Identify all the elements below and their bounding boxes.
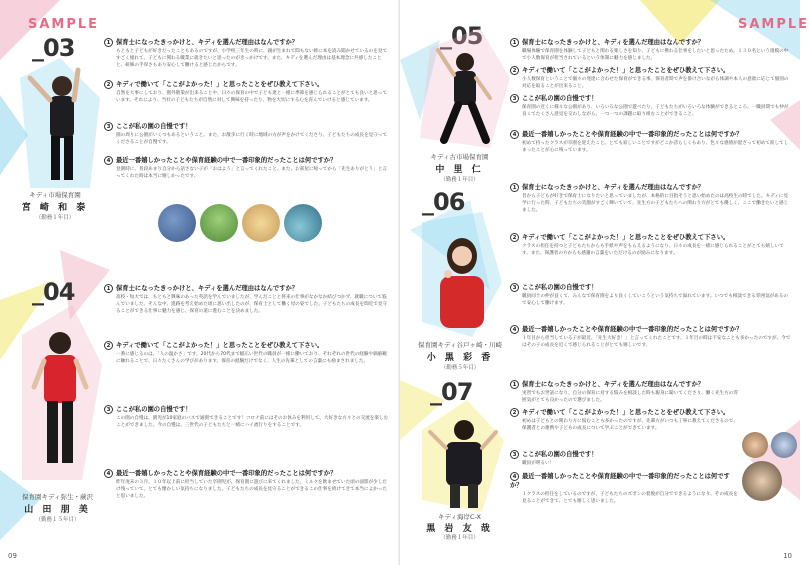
page-number: 09 <box>8 552 17 560</box>
question: 2 キディで働いて「ここがよかった！」と思ったことをぜひ教えて下さい。 <box>510 66 792 75</box>
sample-label: SAMPLE <box>738 17 809 32</box>
question: 1 保育士になったきっかけと、キディを選んだ理由はなんですか？ <box>104 38 390 47</box>
answer: 職場体験で保育園を体験して子どもと関わる楽しさを知り、子どもに携わる仕事をしたいと思ったため。１３０名という規模の中で小人数保育が担当されているという体制に魅力を感じました。 <box>522 49 789 62</box>
staff-role: キディ海岸C-X <box>438 513 481 521</box>
answer: クラスの担任を持つと子どもたちからも手紙や声をもらえるようになり、日々の成長を一緒に感じられることがとても嬉しいです。また、保護者の方からも感謝の言葉をいただけるのが励みになります。 <box>522 244 784 257</box>
qa-block <box>510 183 792 375</box>
answer: 職員同士の仲が良くて、みんなで保育園をより良くしていこうという気持ちで溢れています。いつでも相談できる雰囲気があるので安心して働けます。 <box>522 294 788 307</box>
activity-photo <box>200 204 238 242</box>
staff-years: （勤務５年目） <box>440 365 480 371</box>
staff-years: （勤務１５年目） <box>35 517 80 523</box>
answer: もともと子どもが好きだったこともあるのですが、小学校三年生の時に、親が生まれて間もない姉に本を読み聞かせているのを見てすごく憧れて、子どもに関わる職業に就きたいと思ったのがきっかけです。また、キディを選んだ理由は基本理念に共感したことと、研修の手厚さもあり安心して働けると感じたからです。 <box>116 49 388 69</box>
answer: 初めて持ったクラスが卒園を迎えたこと。とても寂しいことですがどこか誇らしくもあり、色々な感情が混ざって初めて涙してしまったことが心に残っています。 <box>522 141 789 154</box>
question: 2 キディで働いて「ここがよかった！」と思ったことをぜひ教えて下さい。 <box>510 408 742 417</box>
staff-name: 小 黒 彩 香 <box>426 353 494 363</box>
staff-photo <box>20 58 100 188</box>
question: 2 キディで働いて「ここがよかった！」と思ったことをぜひ教えて下さい。 <box>104 341 390 350</box>
question: 3 ここが私の園の自慢です！ <box>104 405 390 414</box>
activity-photo <box>742 461 782 501</box>
qa-block <box>510 38 792 176</box>
staff-years: （勤務１年目） <box>440 535 479 541</box>
profile-number: _05 <box>440 22 483 50</box>
staff-role: 保育園キディ谷戸ヶ崎・川崎 <box>418 341 502 349</box>
activity-photo <box>242 204 280 242</box>
question: 4 最近一番嬉しかったことや保育経験の中で一番印象的だったことは何ですか？ <box>104 469 390 478</box>
staff-name: 黒 岩 友 哉 <box>426 524 493 534</box>
qa-block <box>104 38 390 202</box>
question: 3 ここが私の園の自慢です！ <box>104 122 390 131</box>
staff-photo <box>22 305 102 480</box>
activity-photo <box>284 204 322 242</box>
answer: 昨年度末の３月、１０年以上前に担当していた卒園児が、保育園に遊びに来てくれました。ミルクを飲ませていた頃の面影が少しだけ残っていて、とても懐かしい気持ちになりました。子どもたちの成長を見守ることができるこの仕事を続けてきて本当によかったと思いました。 <box>116 480 387 500</box>
answer: 自然を大事にしており、園外散策が出来ることや、日々の保育の中で子ども達と一緒に季節を感じられることがとても良いと思っています。それにより、当社の子どもたちが自然に対して興味を持ったり、物を大切にする心を育んでいけると感じています。 <box>116 91 387 104</box>
activity-photo <box>742 432 768 458</box>
question: 4 最近一番嬉しかったことや保育経験の中で一番印象的だったことは何ですか？ <box>510 473 730 489</box>
activity-photo <box>158 204 196 242</box>
staff-years: （勤務１年目） <box>440 177 479 183</box>
question: 1 保育士になったきっかけと、キディを選んだ理由はなんですか？ <box>104 284 390 293</box>
question: 2 キディで働いて「ここがよかった！」と思ったことをぜひ教えて下さい。 <box>104 80 390 89</box>
left-page <box>0 0 400 565</box>
page-number: 10 <box>783 552 792 560</box>
staff-years: （勤務１年目） <box>35 215 75 221</box>
question: 3 ここが私の園の自慢です！ <box>510 283 792 292</box>
answer: 実習でもお世話になり、自分の保育に対する悩みを相談した時も親身に聞いてくださり、働く先生方の雰囲気がとても良かったので選びました。 <box>522 391 738 404</box>
answer: この園の自慢は、園児が10家庭のバスで通園できることです！コロナ前にはそのお休みを利用して、大好きな方々との交流を楽しむことができました。今の自慢は、三世代の子どもたちと一緒にハイ流行りをすることです。 <box>116 416 389 429</box>
question: 4 最近一番嬉しかったことや保育経験の中で一番印象的だったことは何ですか？ <box>510 130 792 139</box>
question: 3 ここが私の園の自慢です！ <box>510 94 792 103</box>
question: 2 キディで働いて「ここがよかった！」と思ったことをぜひ教えて下さい。 <box>510 233 792 242</box>
photo-circles <box>742 432 797 501</box>
answer: 職員が明るい！ <box>522 461 555 466</box>
staff-name: 山 田 朋 美 <box>24 505 91 515</box>
answer: 園の周りに公園がいくつもあるということ。また、お散歩に行く時に地域の方が声をかけてくださり、子どもたちの成長を見守ってくださることが自慢です。 <box>116 133 388 146</box>
staff-photo <box>422 400 504 512</box>
answer: 登園時に、普段あまり自分から話さない子が「おはよう」と言ってくれたこと。また、お部屋に帰ってから「先生ありがとう」と言ってくれた時は本当に嬉しかったです。 <box>116 167 388 180</box>
answer: 一番に感じるのは、「人の温かさ」です。20代から70代まで幅広い世代の職員が一緒に働いており、それぞれの世代の経験や価値観に触れることで、日々たくさんの学びがあります。保育の経験だけでなく、人生の先輩としての言葉にも励まされました。 <box>116 352 387 365</box>
photo-circles <box>158 204 322 242</box>
answer: 昔から子どもが好きで保育士になりたいと思っていましたが、本格的に目指そうと思い始めたのは高校生の時でした。キディに見学に行った時、子どもたちの笑顔がすごく輝いていて、先生方の子どもたちへの関わり方がとても優しく、ここで働きたいと感じました。 <box>522 194 789 214</box>
qa-block <box>104 284 390 549</box>
activity-photo <box>771 432 797 458</box>
staff-photo <box>422 212 502 337</box>
profile-number: _07 <box>430 378 473 406</box>
question: 4 最近一番嬉しかったことや保育経験の中で一番印象的だったことは何ですか？ <box>510 325 792 334</box>
answer: １年目から担当している子が最近、「先生大好き！」と言ってくれたことです。１年目の時は不安なことも多かったのですが、今ではその子の成長を近くで感じられることがとても嬉しいです。 <box>522 336 791 349</box>
staff-photo <box>420 28 510 148</box>
question: 1 保育士になったきっかけと、キディを選んだ理由はなんですか？ <box>510 183 792 192</box>
question: 1 保育士になったきっかけと、キディを選んだ理由はなんですか？ <box>510 380 742 389</box>
qa-block <box>510 380 742 550</box>
profile-number: _04 <box>32 278 75 306</box>
staff-role: キディ古市場保育園 <box>430 153 489 161</box>
profile-number: _06 <box>422 188 465 216</box>
right-page <box>400 0 809 565</box>
answer: 初めは子どもとの関わり方に悩むことも多かったのですが、先輩方がいつも丁寧に教えてくださるので、保護者との連携や子どもの成長について学ぶことができています。 <box>522 419 738 432</box>
question: 3 ここが私の園の自慢です！ <box>510 450 742 459</box>
staff-role: キディ市場保育園 <box>29 191 81 199</box>
staff-role: 保育園キディ弥生・蕨沢 <box>22 493 93 501</box>
question: 4 最近一番嬉しかったことや保育経験の中で一番印象的だったことは何ですか？ <box>104 156 390 165</box>
sample-label: SAMPLE <box>28 17 100 32</box>
answer: 高校・短大では、もともと興味のあった英語を学んでいましたが、学んだことと将来の仕事がなかなか結びつかず、就職について悩んでいました。そんな中、進路を考え始めた頃に思い出したのが、保育士として働く母の姿でした。子どもたちの成長を間近で見守ることができる仕事に魅力を感じ、保育の道に進むことを決めました。 <box>116 295 388 315</box>
answer: 小人数保育ということで個々の発達に合わせた保育ができる事。保育者間で声を掛け合いながら体調や本人の意欲に応じて個別の対応を取ることが出来ること。 <box>522 77 789 90</box>
question: 1 保育士になったきっかけと、キディを選んだ理由はなんですか？ <box>510 38 792 47</box>
staff-name: 宮 崎 和 泰 <box>21 203 89 213</box>
profile-number: _03 <box>32 34 75 62</box>
answer: 保育園の近くに様々な公園があり、いろいろな公園で遊べたり、子どもたちがいろいろな体験ができるところ。一職員間でも仲が良くてたくさん意見を交わしながら、一つ一つの課題に取り組むことができること。 <box>522 105 789 118</box>
staff-name: 中 里 仁 <box>435 165 484 175</box>
answer: １クラスの担任をしているのですが、子どもたちのズボンの着脱が自分でできるようになり、その成長を見ることができて、とても嬉しく思いました。 <box>522 492 738 505</box>
